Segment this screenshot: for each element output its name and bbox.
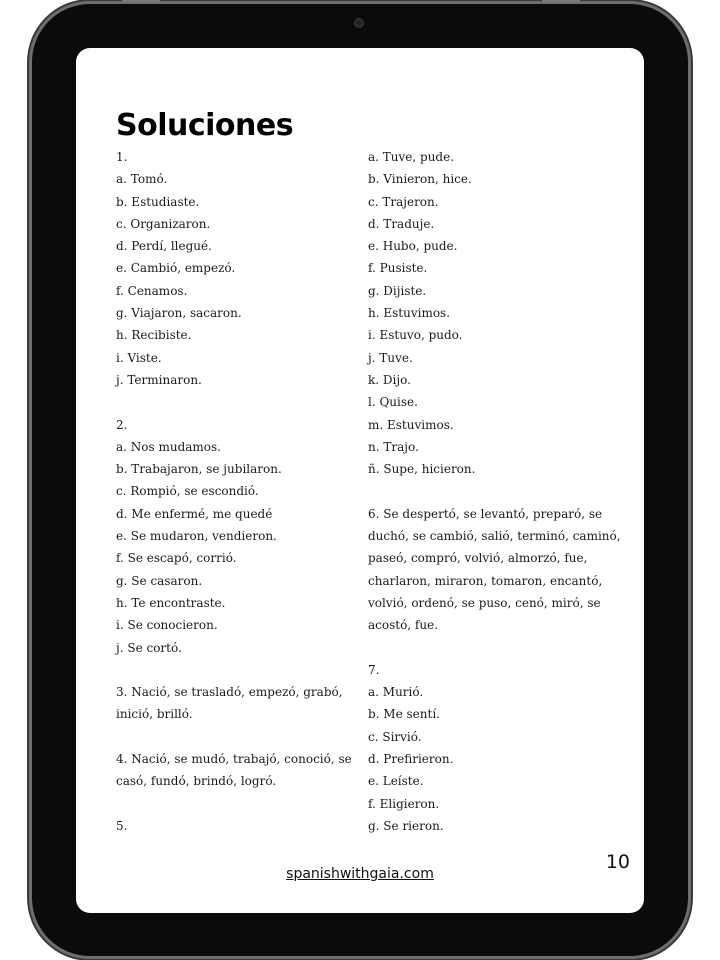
answer-item: c. Sirvió.	[368, 729, 422, 744]
answer-item: n. Trajo.	[368, 439, 419, 454]
answer-item: f. Eligieron.	[368, 796, 440, 811]
tablet-frame	[32, 4, 688, 956]
section-4-line: casó, fundó, brindó, logró.	[116, 774, 277, 789]
answer-item: l. Quise.	[368, 395, 418, 410]
answer-item: h. Recibiste.	[116, 328, 192, 343]
section-3-line: 3. Nació, se trasladó, empezó, grabó,	[116, 685, 343, 700]
answer-item: j. Se cortó.	[116, 640, 182, 655]
answer-item: d. Prefirieron.	[368, 752, 454, 767]
answer-item: g. Dijiste.	[368, 283, 427, 298]
answer-item: f. Pusiste.	[368, 261, 428, 276]
answer-item: g. Se rieron.	[368, 818, 444, 833]
answer-item: d. Traduje.	[368, 216, 435, 231]
answer-item: b. Estudiaste.	[116, 194, 200, 209]
answer-item: c. Rompió, se escondió.	[116, 484, 259, 499]
section-6-line: paseó, compró, volvió, almorzó, fue,	[368, 551, 588, 566]
power-button	[542, 0, 580, 2]
answer-item: h. Estuvimos.	[368, 306, 451, 321]
answer-item: i. Viste.	[116, 350, 162, 365]
answer-item: a. Tomó.	[116, 172, 168, 187]
section-2-heading: 2.	[116, 417, 128, 432]
answer-item: g. Se casaron.	[116, 573, 203, 588]
answer-item: g. Viajaron, sacaron.	[116, 306, 242, 321]
section-4-line: 4. Nació, se mudó, trabajó, conoció, se	[116, 752, 352, 767]
answer-item: a. Murió.	[368, 685, 424, 700]
answer-item: ñ. Supe, hicieron.	[368, 462, 476, 477]
answer-item: i. Se conocieron.	[116, 618, 218, 633]
section-7-heading: 7.	[368, 662, 380, 677]
answer-item: e. Hubo, pude.	[368, 239, 458, 254]
answer-item: c. Organizaron.	[116, 216, 211, 231]
answer-item: f. Cenamos.	[116, 283, 188, 298]
right-column	[368, 146, 621, 837]
answer-item: d. Me enfermé, me quedé	[116, 506, 273, 521]
answer-item: i. Estuvo, pudo.	[368, 328, 463, 343]
section-5-heading: 5.	[116, 818, 128, 833]
answer-item: j. Terminaron.	[116, 372, 202, 387]
front-camera	[354, 18, 364, 28]
answer-item: e. Cambió, empezó.	[116, 261, 236, 276]
section-6-line: acostó, fue.	[368, 618, 439, 633]
page-title: Soluciones	[116, 108, 294, 143]
answer-item: k. Dijo.	[368, 372, 411, 387]
volume-button	[122, 0, 160, 2]
section-6-line: charlaron, miraron, tomaron, encantó,	[368, 573, 603, 588]
footer-website-link[interactable]: spanishwithgaia.com	[286, 866, 434, 882]
section-6-line: volvió, ordenó, se puso, cenó, miró, se	[368, 595, 601, 610]
answer-item: e. Leíste.	[368, 774, 424, 789]
answer-item: b. Trabajaron, se jubilaron.	[116, 462, 282, 477]
tablet-screen	[76, 48, 644, 913]
answer-item: h. Te encontraste.	[116, 595, 226, 610]
answer-item: c. Trajeron.	[368, 194, 439, 209]
answer-item: d. Perdí, llegué.	[116, 239, 212, 254]
answer-item: a. Nos mudamos.	[116, 439, 221, 454]
section-6-line: duchó, se cambió, salió, terminó, caminó,	[368, 529, 621, 544]
answer-item: f. Se escapó, corrió.	[116, 551, 237, 566]
section-1-heading: 1.	[116, 150, 128, 164]
answer-item: e. Se mudaron, vendieron.	[116, 529, 277, 544]
section-6-line: 6. Se despertó, se levantó, preparó, se	[368, 506, 603, 521]
answer-item: b. Me sentí.	[368, 707, 440, 722]
answer-item: j. Tuve.	[368, 350, 413, 365]
left-column	[116, 146, 356, 837]
answer-item: m. Estuvimos.	[368, 417, 454, 432]
section-3-line: inició, brilló.	[116, 707, 193, 722]
answer-item: b. Vinieron, hice.	[368, 172, 472, 187]
page-number: 10	[605, 851, 630, 873]
answer-item: a. Tuve, pude.	[368, 150, 455, 164]
